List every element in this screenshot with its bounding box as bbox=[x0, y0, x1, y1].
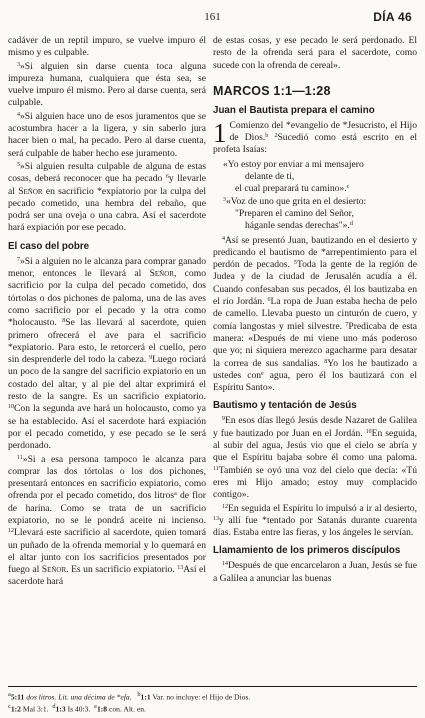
text: En seguida, al subir del agua, Jesús vio que el cielo se abría y que el Espíritu bajaba sobre él como una paloma. bbox=[213, 427, 417, 464]
paragraph bbox=[213, 35, 417, 72]
verse-number: 6 bbox=[165, 174, 169, 181]
lord-smallcaps: Señor bbox=[18, 185, 43, 197]
verse-number: 9 bbox=[222, 416, 225, 423]
verse-number: 8 bbox=[324, 358, 328, 365]
footnote-line bbox=[8, 702, 418, 714]
paragraph bbox=[213, 560, 417, 585]
footnote-ref[interactable]: 1:3 bbox=[55, 704, 66, 714]
paragraph bbox=[213, 503, 417, 540]
footnote-marker[interactable]: a bbox=[174, 491, 177, 498]
verse-number: 14 bbox=[222, 561, 228, 568]
text: »Si alguien hace uno de esos juramentos que se acostumbra hacer a la ligera, y sin saberlo jura hacer bien o mal, ha pecado. Pero al darse cuenta, será culpable de haber hecho ese juramento. bbox=[8, 110, 206, 159]
book-heading: MARCOS 1:1—1:28 bbox=[213, 83, 331, 98]
footnote-line bbox=[8, 690, 418, 702]
quote-line: "Preparen el camino del Señor, bbox=[235, 207, 354, 219]
verse-number: 4 bbox=[222, 235, 225, 242]
quote-line: delante de ti, bbox=[245, 171, 295, 183]
day-label: DÍA 46 bbox=[373, 10, 412, 24]
right-column bbox=[213, 35, 417, 586]
quote-line: «Yo estoy por enviar a mi mensajero bbox=[223, 158, 364, 170]
footnote-marker[interactable]: b bbox=[265, 133, 269, 140]
footnote-text: Mal 3:1. bbox=[22, 704, 49, 714]
text: de estas cosas, y ese pecado le será perdonado. El resto de la ofrenda será para el sacerdote, como sucede con la ofrenda de cereal». bbox=[213, 35, 417, 71]
footnote-text: Var. no incluye: el Hijo de Dios. bbox=[152, 692, 251, 702]
footnote-text: Is 40:3. bbox=[67, 704, 91, 714]
text: »Si a esa persona tampoco le alcanza para comprar las dos tórtolas o los dos pichones, presentará entonces en sacrificio expiatorio, como ofrenda por el pecado cometido, dos litros bbox=[8, 453, 206, 502]
text: Así el sacerdote hará bbox=[8, 564, 206, 588]
paragraph bbox=[8, 35, 206, 60]
paragraph bbox=[8, 161, 206, 235]
footnote-marker[interactable]: c bbox=[346, 184, 350, 191]
text: Predicaba de esta manera: «Después de mí viene uno más poderoso que yo; ni siquiera merezco agacharme para desatar la correa de sus sandalias. bbox=[213, 320, 417, 369]
quote-line bbox=[223, 220, 417, 232]
footnote-mark: d bbox=[52, 703, 56, 711]
verse-number: 10 bbox=[8, 404, 14, 411]
section-heading: Bautismo y tentación de Jesús bbox=[213, 400, 357, 412]
verse-number: 2 bbox=[274, 133, 278, 140]
paragraph bbox=[213, 415, 417, 501]
paragraph bbox=[8, 256, 206, 453]
text: Después de que encarcelaron a Juan, Jesús se fue a Galilea a anunciar las buenas bbox=[213, 560, 417, 584]
text: cadáver de un reptil impuro, se vuelve impuro él mismo y es culpable. bbox=[8, 35, 206, 59]
text: y allí fue *tentado por Satanás durante cuarenta días. Estaba entre las fieras, y los ángeles le servían. bbox=[213, 514, 417, 539]
verse-number: 9 bbox=[149, 355, 153, 362]
left-column bbox=[8, 35, 206, 590]
footnote-divider bbox=[8, 686, 417, 687]
text: háganle sendas derechas"». bbox=[245, 220, 350, 232]
text: en sacrificio *expiatorio por la culpa del pecado cometido, una hembra del rebaño, que podrá ser una oveja o una cabra. Así el sacerdote hará expiación por ese pecado. bbox=[8, 185, 207, 234]
text: Sucedió como está escrito en el profeta Isaías: bbox=[213, 132, 418, 156]
quote-line bbox=[223, 196, 417, 208]
text: »Si alguien resulta culpable de alguna de estas cosas, deberá reconocer que ha pecado bbox=[8, 160, 206, 185]
footnote-marker[interactable]: d bbox=[349, 221, 353, 228]
chapter-number: 1 bbox=[213, 117, 227, 148]
text: »Si a alguien no le alcanza para comprar ganado menor, entonces le llevará al bbox=[8, 255, 206, 280]
footnote-marker[interactable]: e bbox=[261, 370, 264, 377]
text: »Si alguien sin darse cuenta toca alguna impureza humana, cualquiera que ésta sea, se vuelve impuro él mismo. Pero al darse cuenta, será culpable. bbox=[8, 60, 206, 109]
verse-number: 11 bbox=[213, 465, 219, 472]
verse-number: 13 bbox=[213, 515, 219, 522]
section-heading: El caso del pobre bbox=[8, 240, 90, 252]
lord-smallcaps: Señor bbox=[41, 564, 67, 576]
text: Luego rociará un poco de la sangre del sacrificio expiatorio en un costado del altar, y al pie del altar exprimirá el resto de la sangre. Es un sacrificio expiatorio. bbox=[8, 354, 206, 403]
verse-number: 11 bbox=[17, 454, 23, 461]
text: Se las llevará al sacerdote, quien primero ofrecerá el ave para el sacrificio *expiatorio. Para esto, le retorcerá el cuello, pero sin desprenderle del todo la cabeza. bbox=[8, 317, 206, 366]
footnotes bbox=[8, 690, 418, 714]
footnote-ref[interactable]: 1:2 bbox=[10, 704, 21, 714]
paragraph bbox=[213, 117, 418, 157]
verse-number: 5 bbox=[293, 260, 297, 267]
footnote-ref[interactable]: 1:8 bbox=[96, 704, 108, 714]
footnote-mark: c bbox=[8, 703, 11, 711]
footnote-mark: a bbox=[8, 691, 11, 698]
text: La ropa de Juan estaba hecha de pelo de camello. Llevaba puesto un cinturón de cuero, y comía langostas y miel silvestre. bbox=[213, 296, 417, 332]
text: En seguida el Espíritu lo impulsó a ir al desierto, bbox=[228, 502, 417, 514]
text: y llevarle al bbox=[8, 173, 206, 197]
footnote-mark: e bbox=[94, 703, 97, 711]
verse-number: 3 bbox=[223, 196, 226, 203]
text: Llevará este sacrificio al sacerdote, quien tomará un puñado de la ofrenda memorial y lo quemará en el altar junto con los sacrificios presentados por fuego al bbox=[8, 527, 206, 576]
text: «Voz de uno que grita en el desierto: bbox=[226, 195, 367, 207]
footnote-text: dos litros. Lit. una décima de *efa. bbox=[26, 692, 132, 702]
poetry-quote bbox=[213, 159, 417, 233]
text: En esos días llegó Jesús desde Nazaret de Galilea y fue bautizado por Juan en el Jordán. bbox=[213, 415, 417, 439]
paragraph bbox=[213, 235, 417, 395]
verse-number: 6 bbox=[267, 297, 271, 304]
footnote-mark: b bbox=[137, 691, 141, 698]
paragraph bbox=[8, 111, 206, 160]
text: También se oyó una voz del cielo que decía: «Tú eres mi Hijo amado; estoy muy complacido contigo». bbox=[213, 464, 417, 501]
page-number: 161 bbox=[204, 11, 221, 23]
verse-number: 4 bbox=[17, 111, 20, 118]
verse-number: 10 bbox=[365, 428, 372, 435]
text: Así se presentó Juan, bautizando en el desierto y predicando el bautismo de *arrepentimiento para el perdón de pecados. bbox=[213, 234, 417, 271]
footnote-ref[interactable]: 1:1 bbox=[140, 692, 151, 702]
text: Toda la gente de la región de Judea y de la ciudad de Jerusalén acudía a él. Cuando confesaban sus pecados, él los bautizaba en el río Jordán. bbox=[213, 259, 417, 308]
verse-number: 7 bbox=[345, 321, 349, 328]
paragraph bbox=[8, 454, 206, 589]
section-heading: Juan el Bautista prepara el camino bbox=[213, 104, 375, 116]
verse-number: 12 bbox=[8, 528, 14, 535]
text: Comienzo del *evangelio de *Jesucristo, el Hijo de Dios. bbox=[229, 119, 417, 144]
verse-number: 5 bbox=[17, 161, 20, 168]
verse-number: 7 bbox=[17, 256, 20, 263]
verse-number: 3 bbox=[17, 61, 20, 68]
verse-number: 13 bbox=[177, 565, 184, 572]
paragraph bbox=[8, 61, 206, 110]
text: Yo los he bautizado a ustedes con bbox=[213, 357, 417, 381]
verse-number: 12 bbox=[222, 503, 228, 510]
lord-smallcaps: Señor bbox=[149, 268, 174, 280]
text: el cual preparará tu camino». bbox=[235, 183, 347, 195]
footnote-ref[interactable]: 5:11 bbox=[10, 692, 25, 702]
text: Con la segunda ave hará un holocausto, como ya se ha establecido. Así el sacerdote hará expiación por el pecado cometido, y ese pecado se le será perdonado. bbox=[8, 403, 206, 452]
footnote-text: con. Alt. en. bbox=[109, 704, 146, 714]
text: , como sacrificio por la culpa del pecado cometido, dos tórtolas o dos pichones de paloma, una de las aves como sacrificio por el pecado y la otra como *holocausto. bbox=[8, 268, 206, 329]
text: agua, pero él los bautizará con el Espíritu Santo». bbox=[213, 369, 417, 394]
verse-number: 8 bbox=[62, 318, 66, 325]
text: de flor de harina. Como se trata de un sacrificio expiatorio, no se le pondrá aceite ni incienso. bbox=[8, 490, 206, 526]
quote-line bbox=[223, 183, 417, 195]
section-heading: Llamamiento de los primeros discípulos bbox=[213, 545, 401, 557]
text: . Es un sacrificio expiatorio. bbox=[66, 564, 175, 576]
